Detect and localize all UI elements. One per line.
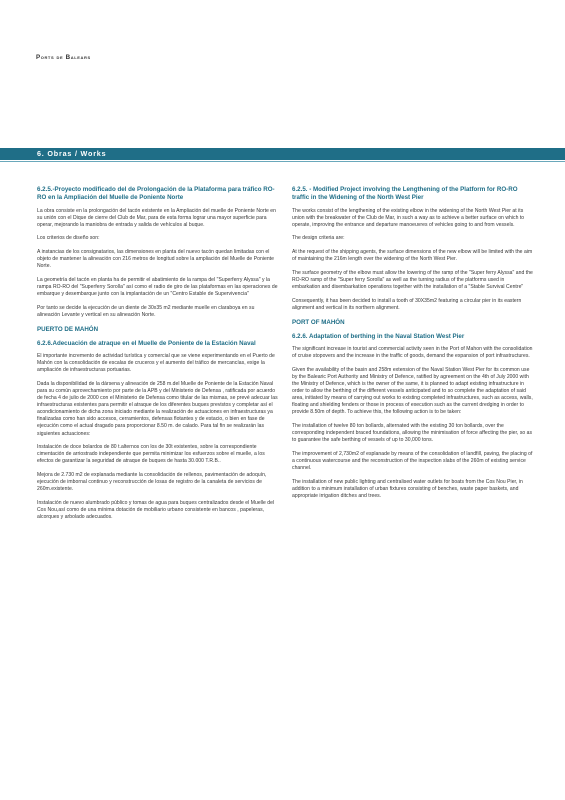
- paragraph: Instalación de doce bolardos de 80 t.alternos con los de 30t existentes, sobre la correspondiente cimentación de arriostrado independiente que permita minimizar los esfuerzos sobre el muelle, a los efectos de garantizar la seguridad de atraque de buques de hasta 30.000 T.R.B..: [37, 444, 265, 465]
- section-heading-6-2-5-es: 6.2.5.-Proyecto modificado del de Prolongación de la Plataforma para tráfico RO-RO en la Ampliación del Muelle de Poniente Norte: [37, 186, 275, 202]
- english-column: [292, 186, 534, 507]
- paragraph: The works consist of the lengthening of the existing elbow in the widening of the North West Pier at its union with the breakwater of the Club de Mar, in such a way as to achieve a better surface on which to operate, improving the entrance and departure manoeuvres of vehicles going to and from vessels.: [292, 207, 525, 228]
- paragraph: Mejora de 2.730 m2 de explanada mediante la consolidación de rellenos, pavimentación de adoquín, ejecución de imbornal continuo y reconstrucción de losas de registro de la canaleta de servicios de 260m.existente.: [37, 472, 267, 493]
- section-divider: [0, 161, 565, 162]
- port-heading-en: PORT OF MAHÓN: [292, 318, 345, 326]
- port-heading-es: PUERTO DE MAHÓN: [37, 325, 99, 333]
- section-heading-6-2-5-en: 6.2.5. - Modified Project involving the Lengthening of the Platform for RO-RO traffic in the Widening of the North West Pier: [292, 186, 518, 202]
- paragraph: Given the availability of the basin and 258m extension of the Naval Station West Pier for its common use by the Balearic Port Authority and Ministry of Defence, ratified by agreement on the 4th of July 2000 with the Ministry of Defence, which is the owner of the same, it is planned to adapt existing infrastructure in order to allow the berthing of the different vessels anticipated and to so complete the adaptation of said area, initiated by means of carrying out works to existing completed infrastructures, such as access, walls, floating and shielding fenders or those in process of execution such as the current dredging in order to provide 8.50m of depth. To achieve this, the following action is to be taken:: [292, 366, 533, 416]
- paragraph: Consequently, it has been decided to install a tooth of 30X35m2 featuring a circular pier in its eastern alignment and vertical in its northern alignment.: [292, 297, 522, 311]
- paragraph: Los criterios de diseño son:: [37, 235, 100, 242]
- publication-header: Ports de Balears: [36, 54, 91, 61]
- paragraph: The significant increase in tourist and commercial activity seen in the Port of Mahon with the consolidation of cruise stopovers and the increase in the traffic of goods, demand the expansion of port infrastructures.: [292, 345, 533, 359]
- paragraph: The design criteria are:: [292, 235, 345, 242]
- section-heading-6-2-6-en: 6.2.6. Adaptation of berthing in the Naval Station West Pier: [292, 332, 465, 340]
- paragraph: The surface geometry of the elbow must allow the lowering of the ramp of the "Super ferry Alyssa" and the RO-RO ramp of the "Super ferry Sorolla" as well as the turning radius of the platforms used in embarkation and disembarkation operations together with the installation of a "Stable Survival Centre": [292, 269, 533, 291]
- section-title: 6. Obras / Works: [37, 149, 107, 158]
- section-heading-6-2-6-es: 6.2.6.Adecuación de atraque en el Muelle de Poniente de la Estación Naval: [37, 339, 256, 347]
- paragraph: At the request of the shipping agents, the surface dimensions of the new elbow will be limited with the aim of maintaining the 216m length over the widening of the North West Pier.: [292, 249, 533, 263]
- section-bar: [0, 148, 565, 160]
- paragraph: Por tanto se decide la ejecución de un diente de 30x35 m2 mediante muelle en claraboya en su alineación Levante y vertical en su alineación Norte.: [37, 304, 255, 318]
- paragraph: The installation of new public lighting and centralised water outlets for boats from the Cos Nou Pier, in addition to a minimum installation of urban fixtures consisting of benches, waste paper baskets, and appropriate irrigation ditches and trees.: [292, 478, 523, 499]
- paragraph: La geometría del tacón en planta ha de permitir el abatimiento de la rampa del "Superferry Alyssa" y la rampa RO-RO del "Superferry Sorolla" así como el radio de giro de las plataformas en las operaciones de embarque y desembarque junto con la implantación de un "Centro Estable de Supervivencia": [37, 277, 278, 298]
- spanish-column: [37, 186, 279, 528]
- paragraph: Instalación de nuevo alumbrado público y tomas de agua para buques centralizados desde el Muelle del Cos Nou,así como de una mínima dotación de mobiliario urbano consistente en bancos , papeleras, alcorques y arbolado adecuados.: [37, 499, 275, 521]
- paragraph: The installation of twelve 80 ton bollards, alternated with the existing 30 ton bollards, over the corresponding independent braced foundations, allowing the minimisation of force affecting the pier, so as to guarantee the safe berthing of vessels of up to 30,000 tons.: [292, 422, 533, 444]
- paragraph: El importante incremento de actividad turística y comercial que se viene experimentando en el Puerto de Mahón con la consolidación de escalas de cruceros y el aumento del tráfico de mercancías, exige la ampliación de infraestructuras portuarias.: [37, 352, 275, 374]
- paragraph: A instancias de los consignatarios, las dimensiones en planta del nuevo tacón quedan limitadas con el objeto de mantener la alineación con 216 metros de longitud sobre la ampliación del Muelle de Poniente Norte.: [37, 249, 274, 270]
- paragraph: Dada la disponibilidad de la dársena y alineación de 258 m.del Muelle de Poniente de la Estación Naval para su común aprovechamiento por parte de la APB y del Ministerio de Defensa , ratificada por acuerdo de fecha 4 de julio de 2000 con el Ministerio de Defensa como titular de las mismas, se prevé adecuar las infraestructuras existentes para permitir el atraque de los diferentes buques previstos y completar así el acondicionamiento de dicha zona iniciado mediante la realización de actuaciones en infraestructuras ya finalizadas como han sido accesos, cerramientos, defensas flotantes y de estacio, o bien en fase de ejecución como el actual dragado para proporcionar 8.50 m. de calado. Para tal fin se realizarán las siguientes actuaciones:: [37, 380, 278, 437]
- paragraph: La obra consiste en la prolongación del tacón existente en la Ampliación del muelle de Poniente Norte en su unión con el Dique de cierre del Club de Mar, para de esta forma lograr una mayor superficie para operar, mejorando la maniobra de entrada y salida de vehículos al buque.: [37, 207, 276, 228]
- paragraph: The improvement of 2,730m2 of esplanade by means of the consolidation of landfill, paving, the placing of a continuous watercourse and the reconstruction of the inspection slabs of the 260m of existing service channel.: [292, 450, 533, 471]
